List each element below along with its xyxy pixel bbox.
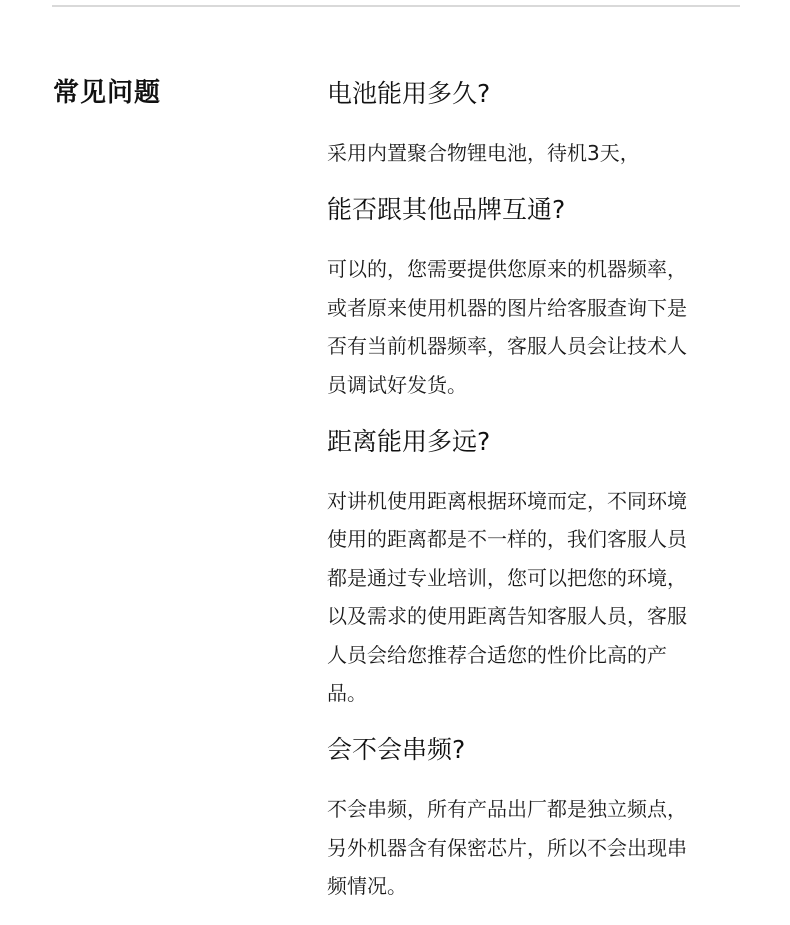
faq-answer: 可以的，您需要提供您原来的机器频率，或者原来使用机器的图片给客服查询下是否有当前机器频率，客服人员会让技术人员调试好发货。 (327, 257, 687, 397)
faq-item-interference (327, 732, 707, 905)
faq-item-range (327, 424, 707, 712)
faq-question: 电池能用多久? (327, 79, 491, 108)
faq-question: 会不会串频? (327, 735, 466, 765)
faq-section-title: 常见问题 (53, 78, 162, 108)
faq-answer: 不会串频，所有产品出厂都是独立频点，另外机器含有保密芯片，所以不会出现串频情况。 (327, 797, 687, 899)
faq-answer: 采用内置聚合物锂电池，待机3天， (327, 141, 640, 165)
faq-list (327, 76, 707, 906)
faq-item-compatibility (327, 192, 707, 404)
faq-question: 距离能用多远? (327, 427, 491, 457)
faq-question: 能否跟其他品牌互通? (327, 195, 566, 225)
faq-item-battery (327, 76, 707, 172)
faq-answer: 对讲机使用距离根据环境而定，不同环境使用的距离都是不一样的，我们客服人员都是通过专业培训，您可以把您的环境，以及需求的使用距离告知客服人员，客服人员会给您推荐合适您的性价比高的产品。 (327, 489, 687, 706)
top-divider (52, 5, 740, 7)
